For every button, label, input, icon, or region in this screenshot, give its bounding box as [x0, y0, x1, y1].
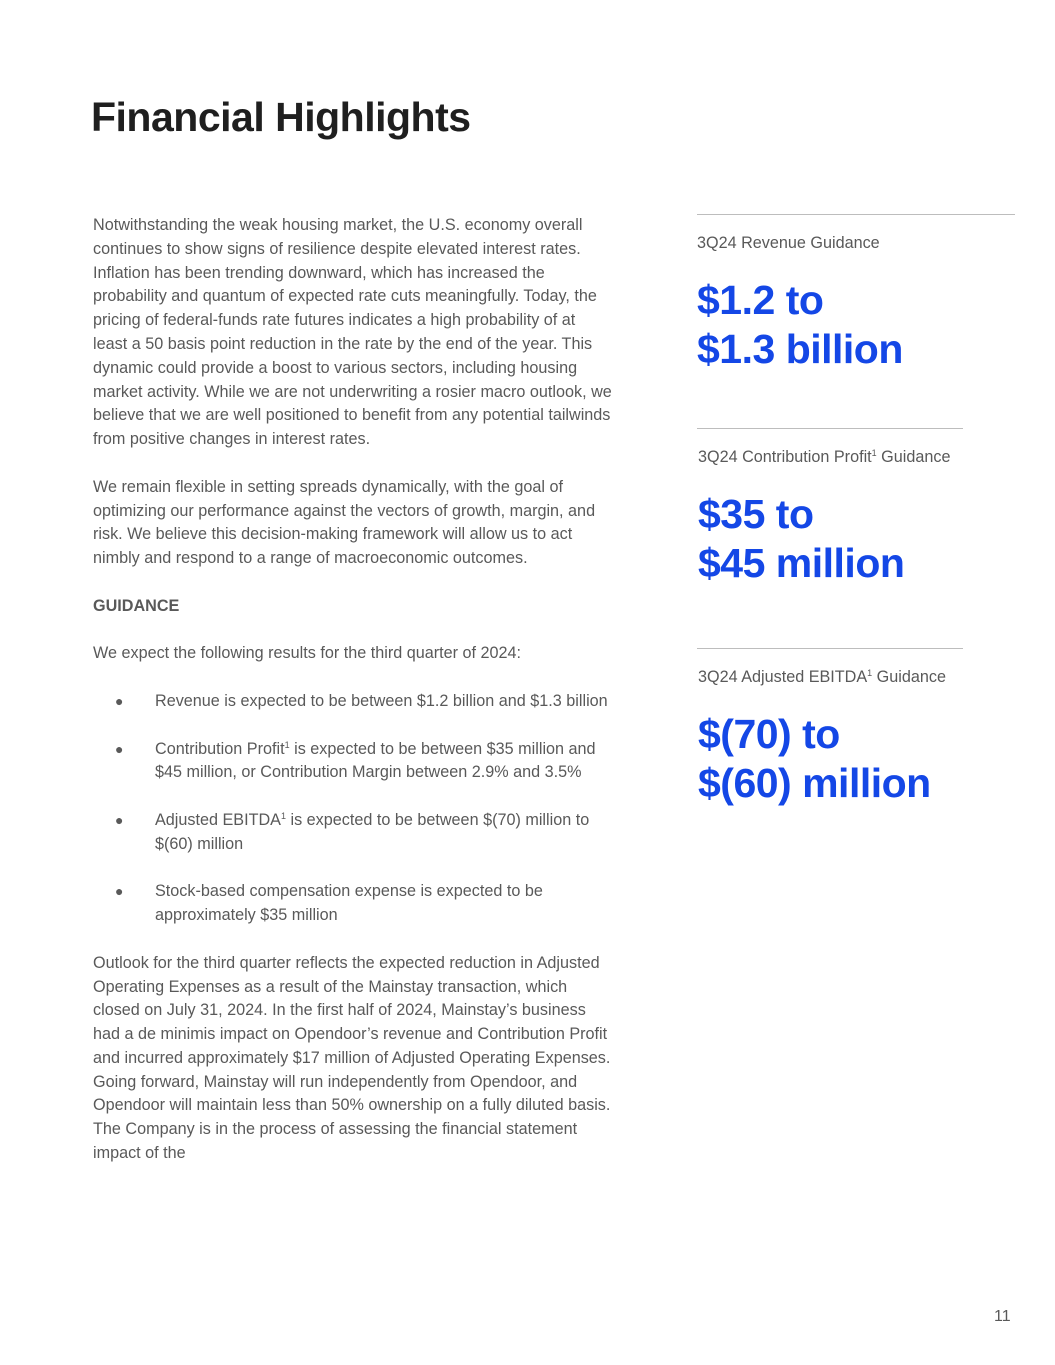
list-item [93, 809, 613, 857]
divider [697, 648, 963, 649]
footnote-marker: 1 [284, 739, 290, 750]
bullet-text-contribution-label: Contribution Profit [155, 739, 285, 758]
bullet-icon: ● [115, 811, 124, 828]
list-item [93, 880, 613, 928]
ebitda-guidance-label [698, 668, 946, 687]
contribution-guidance-label [698, 448, 950, 467]
contribution-guidance-label-suffix: Guidance [876, 448, 951, 466]
divider [697, 214, 1015, 215]
ebitda-guidance-label-text: 3Q24 Adjusted EBITDA [698, 668, 868, 686]
page-number: 11 [994, 1308, 1011, 1325]
footnote-marker: 1 [871, 448, 877, 458]
bullet-text-revenue: Revenue is expected to be between $1.2 billion and $1.3 billion [155, 691, 608, 710]
contribution-guidance-line2: $45 million [698, 540, 905, 586]
list-item [93, 690, 613, 714]
bullet-text-ebitda: is expected to be between $(70) million to $(60) million [155, 810, 590, 853]
ebitda-guidance-line2: $(60) million [698, 760, 931, 806]
bullet-text-ebitda-label: Adjusted EBITDA [155, 810, 281, 829]
divider [697, 428, 963, 429]
contribution-guidance-line1: $35 to [698, 491, 814, 537]
footnote-marker: 1 [280, 810, 286, 821]
guidance-intro: We expect the following results for the third quarter of 2024: [93, 644, 522, 663]
outlook-paragraph: Outlook for the third quarter reflects the expected reduction in Adjusted Operating Expenses as a result of the Mainstay transaction, which closed on July 31, 2024. In the first half of 2024, Mainstay’s business had a de minimis impact on Opendoor’s revenue and Contribution Profit and incurred approximately $17 million of Adjusted Operating Expenses. Going forward, Mainstay will run independently from Opendoor, and Opendoor will maintain less than 50% ownership on a fully diluted basis. The Company is in the process of assessing the financial statement impact of the [93, 953, 611, 1163]
revenue-guidance-line2: $1.3 billion [697, 326, 903, 372]
contribution-guidance-value [698, 490, 904, 588]
intro-paragraph: Notwithstanding the weak housing market, the U.S. economy overall continues to show signs of resilience despite elevated interest rates. Inflation has been trending downward, which has increased the probability and quantum of expected rate cuts meaningfully. Today, the pricing of federal-funds rate futures indicates a high probability of at least a 50 basis point reduction in the rate by the end of the year. This dynamic could provide a boost to various sectors, including housing market activity. While we are not underwriting a rosier macro outlook, we believe that we are well positioned to benefit from any potential tailwinds from positive changes in interest rates. [93, 216, 612, 449]
ebitda-guidance-value [698, 710, 931, 808]
contribution-guidance-label-text: 3Q24 Contribution Profit [698, 448, 872, 466]
revenue-guidance-line1: $1.2 to [697, 277, 824, 323]
main-column [93, 214, 613, 1166]
ebitda-guidance-line1: $(70) to [698, 711, 840, 757]
guidance-list [93, 690, 613, 928]
revenue-guidance-value [697, 276, 903, 374]
revenue-guidance-label: 3Q24 Revenue Guidance [697, 234, 880, 252]
guidance-heading: GUIDANCE [93, 596, 180, 615]
bullet-text-sbc: Stock-based compensation expense is expected to be approximately $35 million [155, 882, 543, 925]
bullet-icon: ● [115, 692, 124, 709]
bullet-icon: ● [115, 740, 124, 757]
bullet-text-contribution: is expected to be between $35 million and $45 million, or Contribution Margin between 2.9% and 3.5% [155, 739, 596, 782]
bullet-icon: ● [115, 883, 124, 900]
list-item [93, 738, 613, 786]
footnote-marker: 1 [867, 668, 873, 678]
flexibility-paragraph: We remain flexible in setting spreads dynamically, with the goal of optimizing our performance against the vectors of growth, margin, and risk. We believe this decision-making framework will allow us to act nimbly and respond to a range of macroeconomic outcomes. [93, 477, 596, 568]
ebitda-guidance-label-suffix: Guidance [872, 668, 946, 686]
page-title: Financial Highlights [91, 94, 471, 140]
